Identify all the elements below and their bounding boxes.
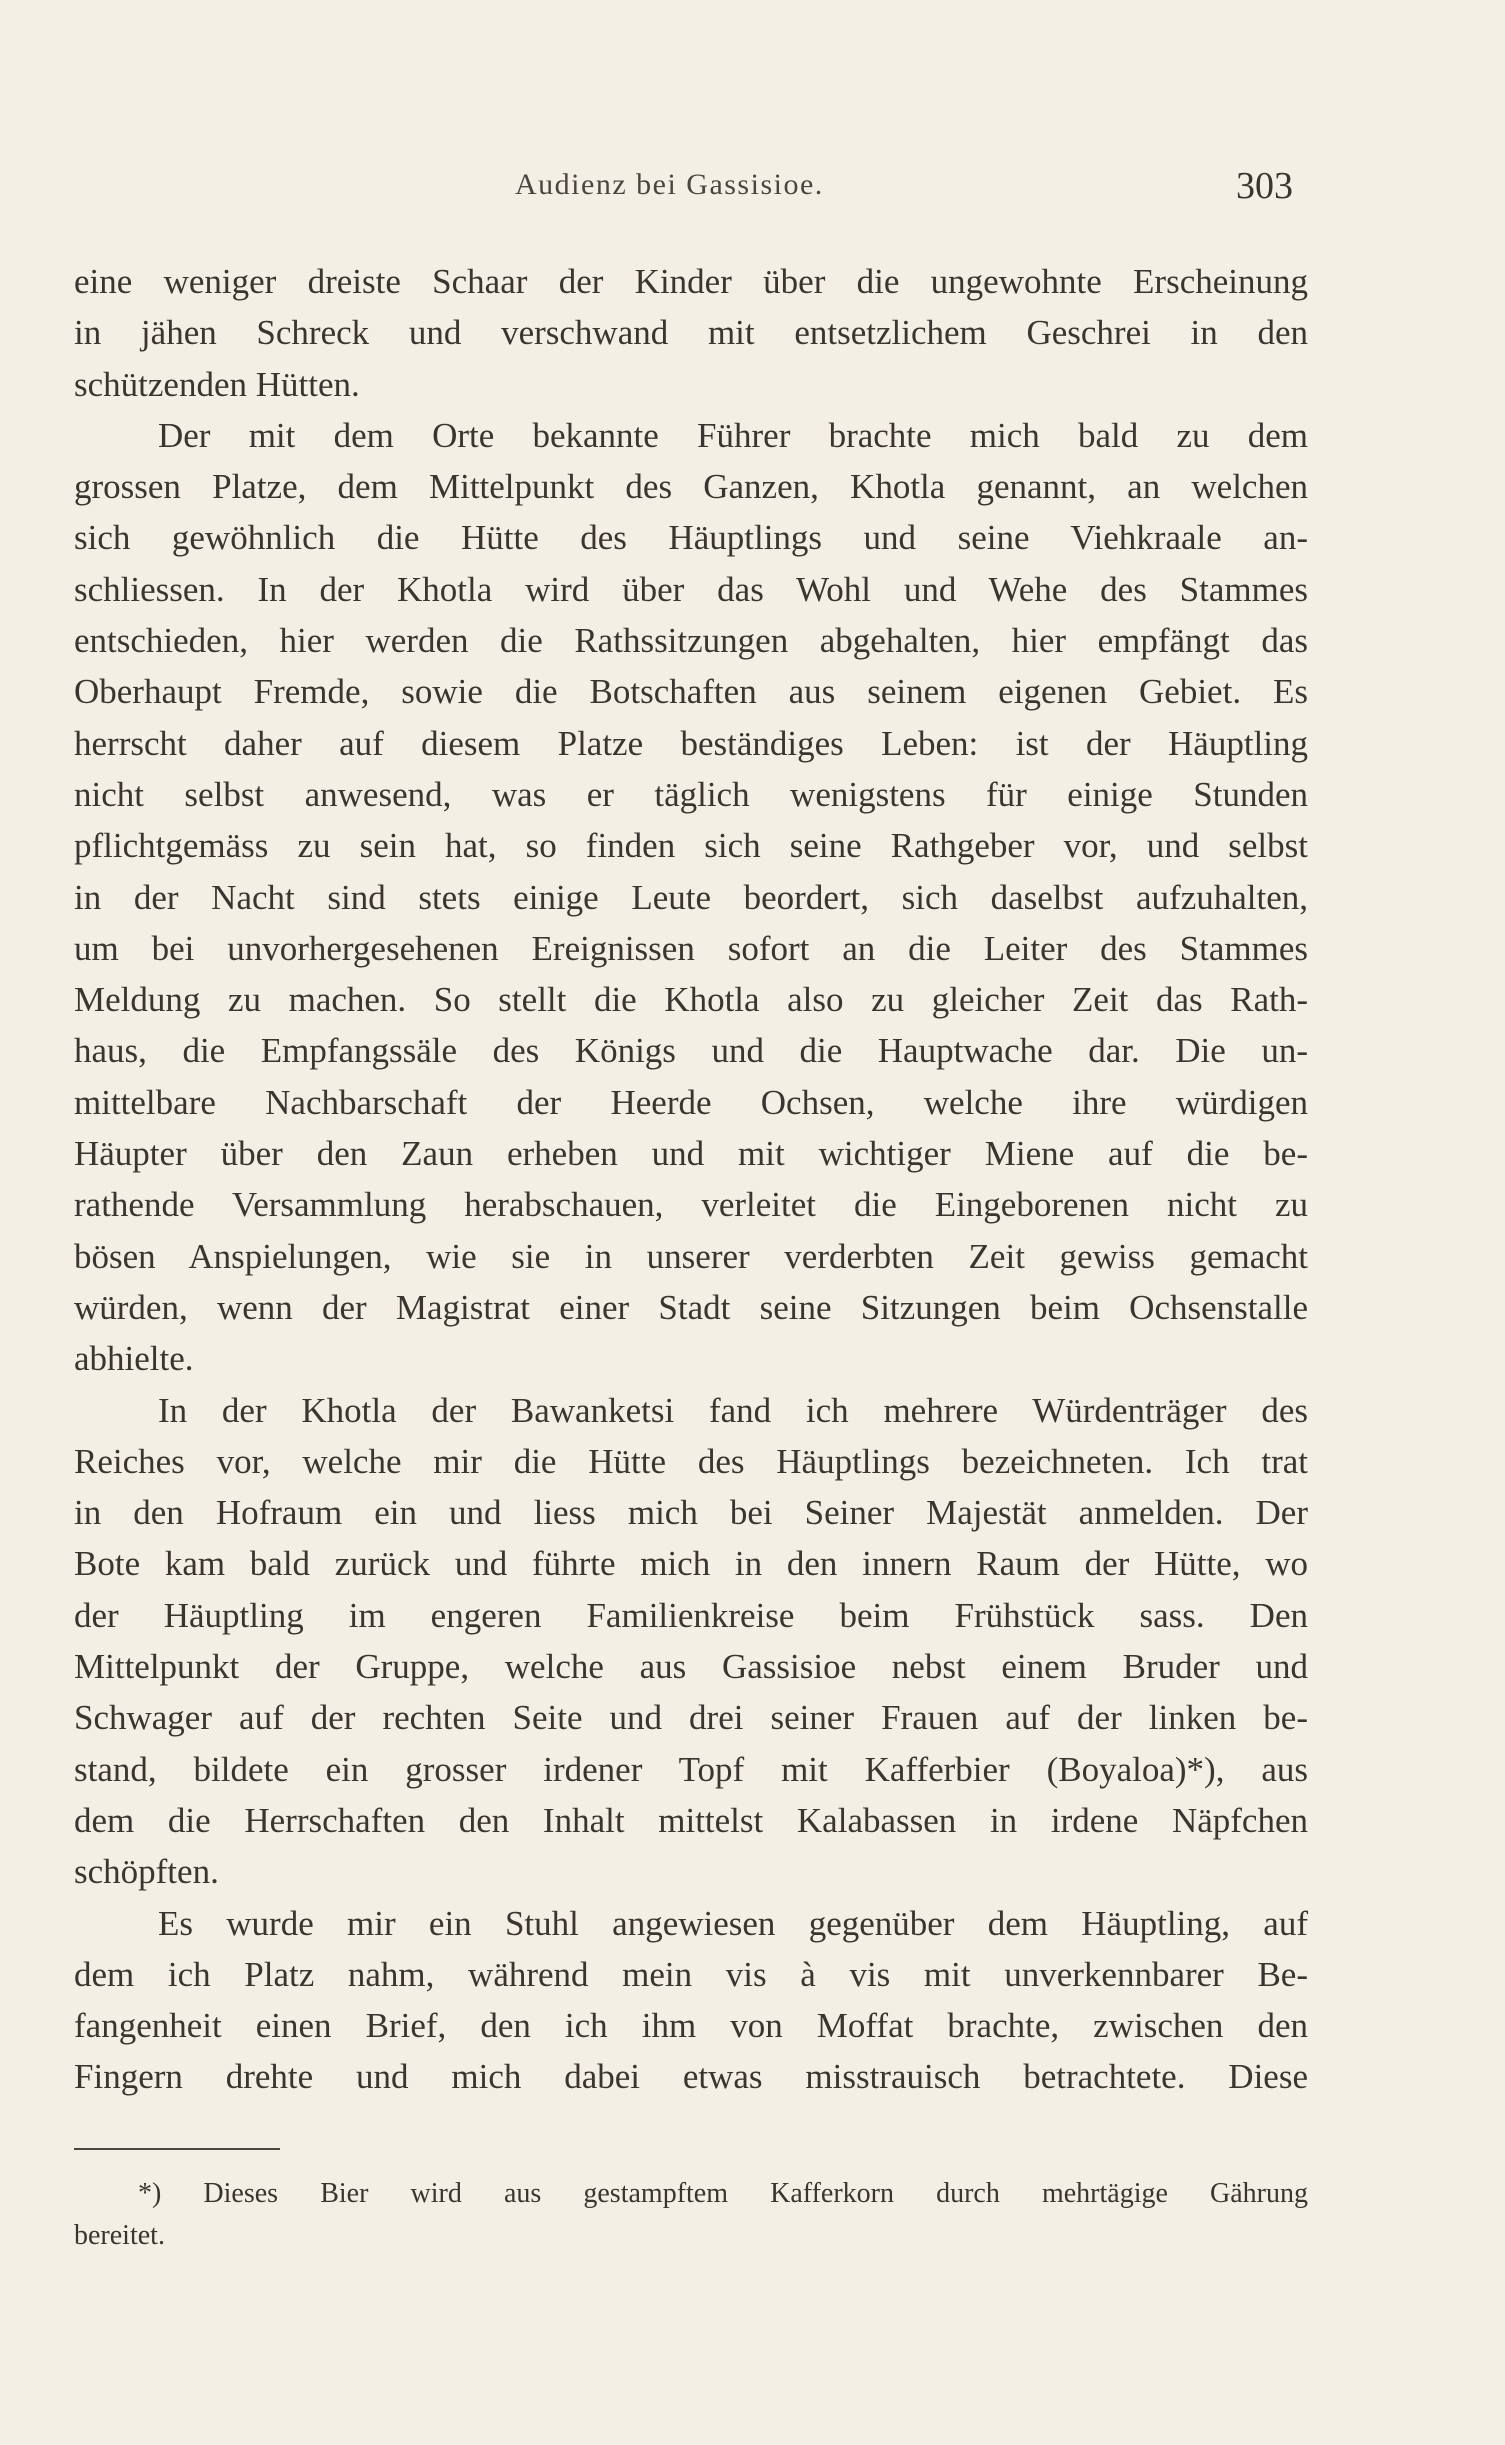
text-line: schützenden Hütten. — [74, 364, 360, 404]
body-text — [74, 256, 1308, 2103]
footnote-rule — [74, 2148, 280, 2150]
text-line: würden, wenn der Magistrat einer Stadt seine Sitzungen beim Ochsenstalle — [74, 1287, 1308, 1327]
text-line: um bei unvorhergesehenen Ereignissen sofort an die Leiter des Stammes — [74, 928, 1308, 968]
running-header — [0, 165, 1505, 208]
text-line: Mittelpunkt der Gruppe, welche aus Gassisioe nebst einem Bruder und — [74, 1647, 1308, 1687]
text-line: Häupter über den Zaun erheben und mit wichtiger Miene auf die be- — [74, 1134, 1308, 1174]
text-line: der Häuptling im engeren Familienkreise beim Frühstück sass. Den — [74, 1595, 1308, 1635]
footnote — [74, 2173, 1308, 2257]
text-line: Der mit dem Orte bekannte Führer brachte mich bald zu dem — [158, 415, 1308, 455]
footnote-line: bereitet. — [74, 2220, 165, 2251]
text-line: stand, bildete ein grosser irdener Topf mit Kafferbier (Boyaloa)*), aus — [74, 1749, 1308, 1789]
text-line: in den Hofraum ein und liess mich bei Seiner Majestät anmelden. Der — [74, 1493, 1308, 1533]
text-line: Schwager auf der rechten Seite und drei seiner Frauen auf der linken be- — [74, 1698, 1308, 1738]
text-line: rathende Versammlung herabschauen, verleitet die Eingeborenen nicht zu — [74, 1185, 1308, 1225]
text-line: dem die Herrschaften den Inhalt mittelst Kalabassen in irdene Näpfchen — [74, 1800, 1308, 1840]
text-line: eine weniger dreiste Schaar der Kinder über die ungewohnte Erscheinung — [74, 262, 1308, 301]
page-number: 303 — [1236, 165, 1293, 207]
text-line: abhielte. — [74, 1339, 194, 1379]
text-line: grossen Platze, dem Mittelpunkt des Ganzen, Khotla genannt, an welchen — [74, 467, 1308, 507]
text-line: entschieden, hier werden die Rathssitzungen abgehalten, hier empfängt das — [74, 621, 1308, 661]
footnote-line: *) Dieses Bier wird aus gestampftem Kafferkorn durch mehrtägige Gährung — [138, 2178, 1308, 2209]
running-title: Audienz bei Gassisioe. — [515, 168, 824, 201]
text-line: mittelbare Nachbarschaft der Heerde Ochsen, welche ihre würdigen — [74, 1082, 1308, 1122]
text-line: Fingern drehte und mich dabei etwas misstrauisch betrachtete. Diese — [74, 2057, 1308, 2097]
text-line: schliessen. In der Khotla wird über das Wohl und Wehe des Stammes — [74, 569, 1308, 609]
text-line: bösen Anspielungen, wie sie in unserer verderbten Zeit gewiss gemacht — [74, 1236, 1308, 1276]
text-line: Bote kam bald zurück und führte mich in den innern Raum der Hütte, wo — [74, 1544, 1308, 1584]
text-line: schöpften. — [74, 1852, 219, 1892]
text-line: pflichtgemäss zu sein hat, so finden sich seine Rathgeber vor, und selbst — [74, 826, 1308, 866]
text-line: Oberhaupt Fremde, sowie die Botschaften aus seinem eigenen Gebiet. Es — [74, 672, 1308, 712]
text-line: Meldung zu machen. So stellt die Khotla also zu gleicher Zeit das Rath- — [74, 980, 1308, 1020]
text-line: in jähen Schreck und verschwand mit entsetzlichem Geschrei in den — [74, 313, 1308, 353]
text-line: Reiches vor, welche mir die Hütte des Häuptlings bezeichneten. Ich trat — [74, 1441, 1308, 1481]
text-line: in der Nacht sind stets einige Leute beordert, sich daselbst aufzuhalten, — [74, 877, 1308, 917]
text-line: dem ich Platz nahm, während mein vis à vis mit unverkennbarer Be- — [74, 1954, 1308, 1994]
text-line: In der Khotla der Bawanketsi fand ich mehrere Würdenträger des — [158, 1390, 1308, 1430]
text-line: Es wurde mir ein Stuhl angewiesen gegenüber dem Häuptling, auf — [158, 1903, 1308, 1943]
text-line: sich gewöhnlich die Hütte des Häuptlings und seine Viehkraale an- — [74, 518, 1308, 558]
text-line: nicht selbst anwesend, was er täglich wenigstens für einige Stunden — [74, 774, 1308, 814]
text-line: fangenheit einen Brief, den ich ihm von Moffat brachte, zwischen den — [74, 2006, 1308, 2046]
text-line: herrscht daher auf diesem Platze beständiges Leben: ist der Häuptling — [74, 723, 1308, 763]
text-line: haus, die Empfangssäle des Königs und die Hauptwache dar. Die un- — [74, 1031, 1308, 1071]
